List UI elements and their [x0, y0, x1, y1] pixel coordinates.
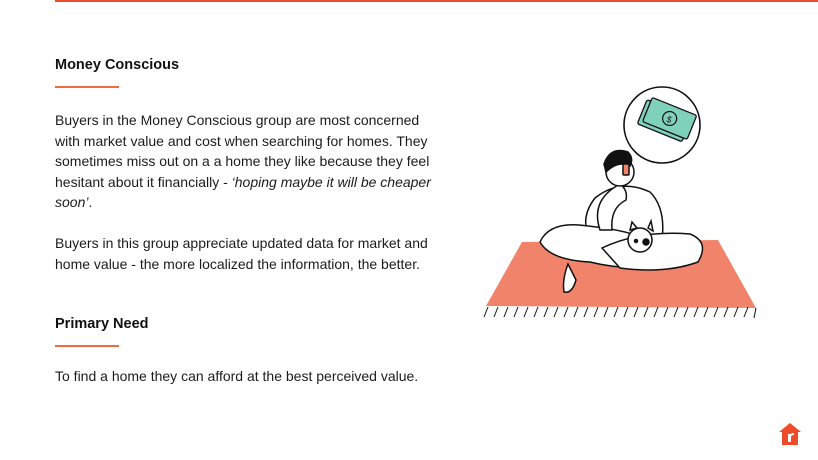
money-conscious-description: Buyers in the Money Conscious group are most concerned with market value and cost when searching for homes. They sometimes miss out on a a home they like because they feel hesitant about it financially - ‘hoping maybe it will be cheaper soon’.: [55, 112, 431, 210]
data-preference-description: Buyers in this group appreciate updated data for market and home value - the more localized the information, the better.: [55, 235, 428, 272]
svg-text:$: $: [664, 114, 674, 127]
heading-underline: [55, 86, 119, 88]
brand-logo-icon: [778, 422, 802, 446]
quote-text: ‘hoping maybe it will be cheaper soon’: [55, 173, 431, 210]
heading-primary-need: Primary Need: [55, 316, 149, 332]
primary-need-text: To find a home they can afford at the best perceived value.: [55, 368, 419, 384]
heading-money-conscious: Money Conscious: [55, 57, 180, 73]
top-accent-rule: [55, 0, 818, 2]
person-with-cat-illustration: [470, 80, 770, 330]
heading-underline: [55, 345, 119, 347]
